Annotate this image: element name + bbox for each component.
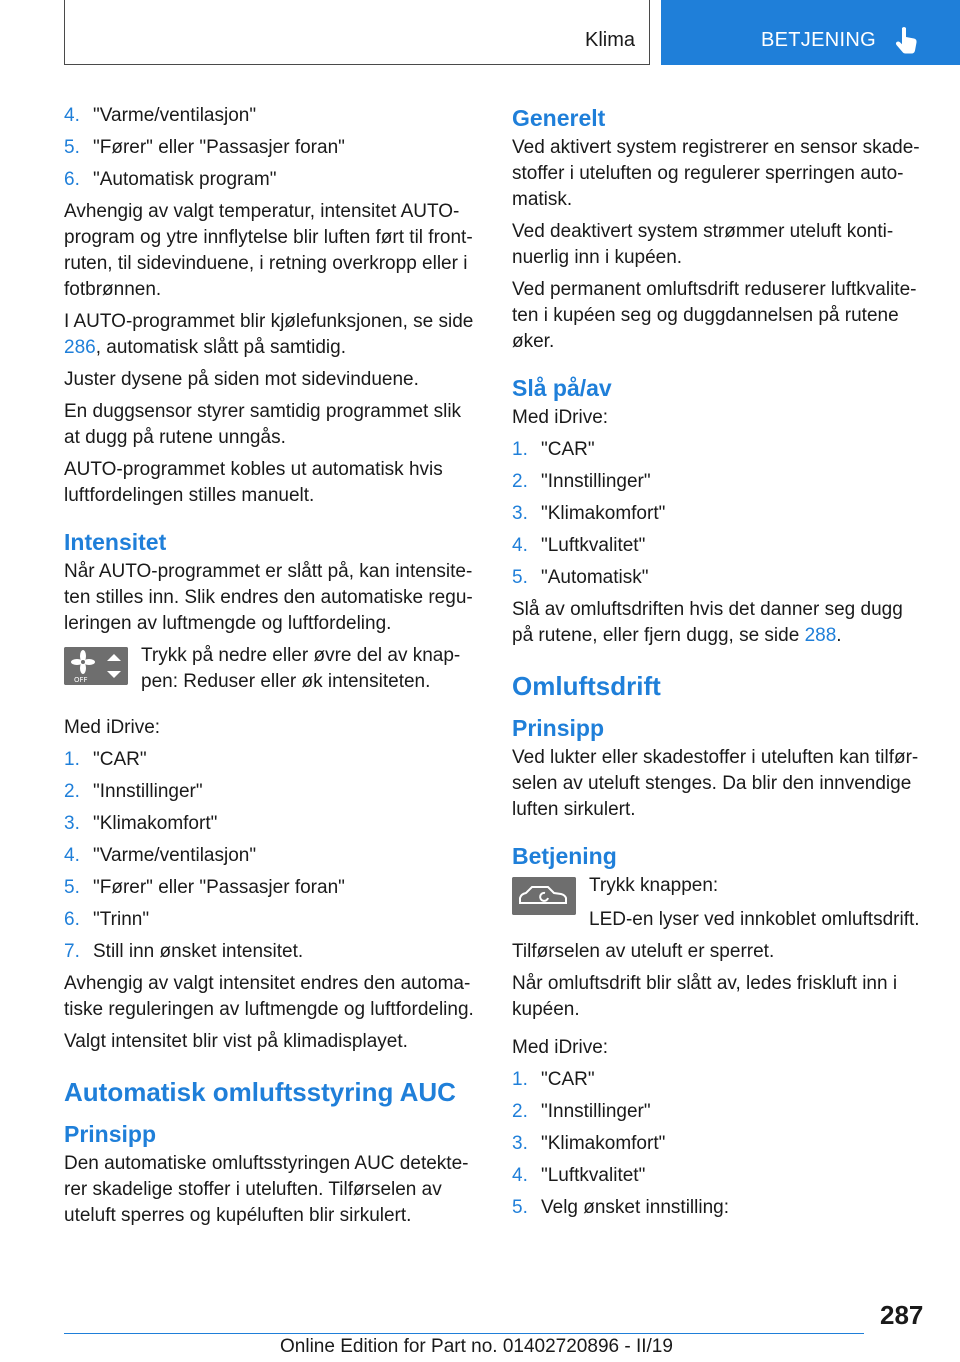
list-item-number: 6. xyxy=(64,169,80,190)
list-item-number: 5. xyxy=(64,877,80,898)
list-item-text: "Luftkvalitet" xyxy=(541,535,646,556)
list-item-number: 4. xyxy=(64,105,80,126)
paragraph: Juster dysene på siden mot sidevinduene. xyxy=(64,369,419,390)
recirculation-text-2: LED-en lyser ved innkoblet omluftsdrift. xyxy=(589,909,920,930)
paragraph: I AUTO-programmet blir kjølefunksjonen, se side 286, automatisk slått på samtidig. xyxy=(64,311,474,358)
paragraph: Med iDrive: xyxy=(64,717,161,738)
recirculation-button-note xyxy=(512,873,928,933)
list-item xyxy=(512,565,928,591)
heading-intensitet: Intensitet xyxy=(64,529,167,555)
paragraph: AUTO-programmet kobles ut automatisk hvis luftfordelingen stilles manuelt. xyxy=(64,459,443,506)
chapter-tab xyxy=(661,0,960,65)
list-item-number: 6. xyxy=(64,909,80,930)
paragraph: Ved permanent omluftsdrift reduserer luftkvalite-ten i kupéen seg og duggdannelsen på rutene øker. xyxy=(512,279,917,352)
list-item-text: "Varme/ventilasjon" xyxy=(93,845,257,866)
paragraph: Med iDrive: xyxy=(512,407,609,428)
paragraph: Slå av omluftsdriften hvis det danner seg dugg på rutene, eller fjern dugg, se side 288. xyxy=(512,599,903,646)
list-item xyxy=(512,469,928,495)
list-item-number: 1. xyxy=(512,1069,528,1090)
edition-note: Online Edition for Part no. 01402720896 - II/19 xyxy=(280,1336,673,1357)
list-item-text: "Innstillinger" xyxy=(93,781,203,802)
paragraph: Ved lukter eller skadestoffer i uteluften kan tilfør-selen av uteluft stenges. Da blir den innvendige luften sirkulert. xyxy=(512,747,919,820)
list-item xyxy=(64,103,480,129)
list-intensitet xyxy=(64,747,480,965)
paragraph: En duggsensor styrer samtidig programmet slik at dugg på rutene unngås. xyxy=(64,401,462,448)
page-number: 287 xyxy=(880,1300,924,1330)
list-item xyxy=(512,1195,928,1221)
list-item-text: "Klimakomfort" xyxy=(541,503,666,524)
paragraph: Den automatiske omluftsstyringen AUC detekte-rer skadelige stoffer i uteluften. Tilførselen av uteluft sperres og kupéluften blir sirkulert. xyxy=(64,1153,469,1226)
list-item xyxy=(64,747,480,773)
list-item xyxy=(512,1131,928,1157)
paragraph: Når AUTO-programmet er slått på, kan intensite-ten stilles inn. Slik endres den automatiske regu-leringen av luftmengde og luftfordeling. xyxy=(64,561,473,634)
list-item-text: "CAR" xyxy=(541,439,595,460)
fan-button-text: Trykk på nedre eller øvre del av knap-pen: Reduser eller øk intensiteten. xyxy=(141,645,461,692)
heading-slaa-paa-av: Slå på/av xyxy=(512,375,612,401)
fan-intensity-button-icon xyxy=(64,647,128,685)
list-item xyxy=(64,939,480,965)
header-box xyxy=(64,0,650,65)
paragraph: Avhengig av valgt intensitet endres den automa-tiske reguleringen av luftmengde og luftfordeling. xyxy=(64,973,474,1020)
list-item-text: "CAR" xyxy=(541,1069,595,1090)
svg-text:OFF: OFF xyxy=(74,676,88,684)
list-item-number: 5. xyxy=(64,137,80,158)
left-column xyxy=(64,103,480,1235)
fan-button-note xyxy=(64,643,480,707)
list-item-number: 5. xyxy=(512,1197,528,1218)
list-item xyxy=(512,501,928,527)
list-item xyxy=(512,1163,928,1189)
list-item-text: "Innstillinger" xyxy=(541,1101,651,1122)
heading-prinsipp: Prinsipp xyxy=(512,715,605,741)
paragraph: Ved deaktivert system strømmer uteluft konti-nuerlig inn i kupéen. xyxy=(512,221,894,268)
paragraph: Ved aktivert system registrerer en sensor skade-stoffer i uteluften og regulerer sperringen auto-matisk. xyxy=(512,137,920,210)
paragraph: Avhengig av valgt temperatur, intensitet AUTO-program og ytre innflytelse blir luften ført til front-ruten, til sidevinduene, i retning overkropp eller i fotbrønnen. xyxy=(64,201,473,300)
list-item xyxy=(64,907,480,933)
list-item xyxy=(64,875,480,901)
list-item xyxy=(64,811,480,837)
list-item-number: 4. xyxy=(512,1165,528,1186)
heading-betjening: Betjening xyxy=(512,843,617,869)
list-luftkvalitet xyxy=(512,437,928,591)
heading-omluftsdrift: Omluftsdrift xyxy=(512,671,661,701)
list-item-number: 1. xyxy=(64,749,80,770)
list-item-text: "Automatisk program" xyxy=(93,169,277,190)
list-item-number: 1. xyxy=(512,439,528,460)
hand-pointer-icon xyxy=(894,26,920,54)
list-item-number: 2. xyxy=(512,471,528,492)
page-link-288[interactable]: 288 xyxy=(804,625,837,646)
list-item xyxy=(512,1099,928,1125)
list-item-text: Still inn ønsket intensitet. xyxy=(93,941,304,962)
list-item-text: "CAR" xyxy=(93,749,147,770)
list-item-number: 3. xyxy=(512,503,528,524)
list-item-number: 3. xyxy=(64,813,80,834)
list-item-number: 5. xyxy=(512,567,528,588)
paragraph: Tilførselen av uteluft er sperret. xyxy=(512,941,775,962)
list-varme xyxy=(64,103,480,193)
list-item xyxy=(64,167,480,193)
chapter-tab-label: BETJENING xyxy=(761,29,876,51)
list-item-text: "Klimakomfort" xyxy=(93,813,218,834)
paragraph: Når omluftsdrift blir slått av, ledes friskluft inn i kupéen. xyxy=(512,973,898,1020)
list-item-text: "Fører" eller "Passasjer foran" xyxy=(93,137,345,158)
paragraph: Med iDrive: xyxy=(512,1037,609,1058)
recirculation-button-icon xyxy=(512,877,576,915)
section-title: Klima xyxy=(584,29,635,51)
list-item-text: "Luftkvalitet" xyxy=(541,1165,646,1186)
list-item xyxy=(512,533,928,559)
heading-generelt: Generelt xyxy=(512,105,606,131)
page-link-286[interactable]: 286 xyxy=(64,337,96,358)
right-column xyxy=(512,103,928,1227)
list-item-text: Velg ønsket innstilling: xyxy=(541,1197,729,1218)
list-item-text: "Automatisk" xyxy=(541,567,649,588)
list-item-number: 3. xyxy=(512,1133,528,1154)
heading-prinsipp: Prinsipp xyxy=(64,1121,157,1147)
list-item-number: 7. xyxy=(64,941,80,962)
list-item xyxy=(64,779,480,805)
list-item xyxy=(64,135,480,161)
list-item-text: "Fører" eller "Passasjer foran" xyxy=(93,877,345,898)
list-item-text: "Varme/ventilasjon" xyxy=(93,105,257,126)
list-item-text: "Klimakomfort" xyxy=(541,1133,666,1154)
list-item-number: 2. xyxy=(512,1101,528,1122)
list-omluft xyxy=(512,1067,928,1221)
heading-auc: Automatisk omluftsstyring AUC xyxy=(64,1077,456,1107)
paragraph: Valgt intensitet blir vist på klimadisplayet. xyxy=(64,1031,408,1052)
recirculation-text-1: Trykk knappen: xyxy=(589,875,719,896)
list-item-number: 4. xyxy=(512,535,528,556)
list-item-text: "Trinn" xyxy=(93,909,150,930)
list-item xyxy=(512,437,928,463)
list-item-text: "Innstillinger" xyxy=(541,471,651,492)
list-item xyxy=(64,843,480,869)
list-item xyxy=(512,1067,928,1093)
list-item-number: 4. xyxy=(64,845,80,866)
list-item-number: 2. xyxy=(64,781,80,802)
footer-divider xyxy=(64,1333,864,1334)
